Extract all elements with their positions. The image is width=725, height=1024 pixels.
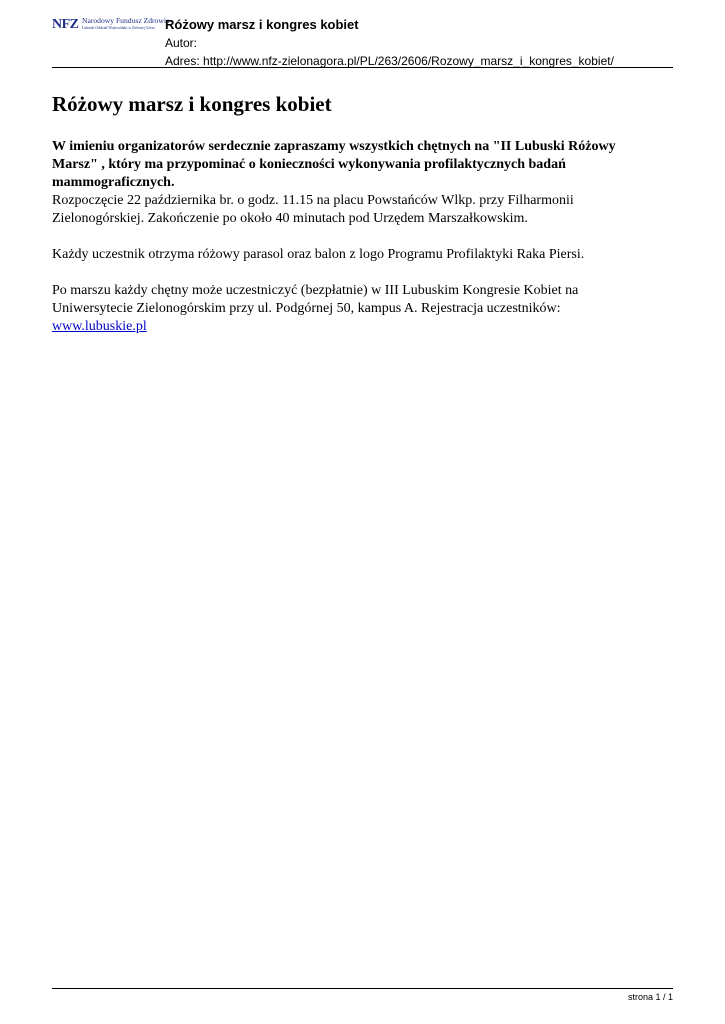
article-lead: W imieniu organizatorów serdecznie zapraszamy wszystkich chętnych na "II Lubuski Różowy Marsz" , który ma przypominać o konieczności wykonywania profilaktycznych badań mammograficznych. <box>52 139 616 190</box>
page-number: strona 1 / 1 <box>627 992 673 1002</box>
paragraph-spacer <box>52 228 662 246</box>
footer-divider <box>52 988 673 989</box>
nfz-logo <box>52 16 170 42</box>
header-info <box>165 16 614 70</box>
logo-line1: Narodowy Fundusz Zdrowia <box>82 16 170 25</box>
article-paragraph-1: Rozpoczęcie 22 października br. o godz. 11.15 na placu Powstańców Wlkp. przy Filharmonii Zielonogórskiej. Zakończenie po około 40 minutach pod Urzędem Marszałkowskim. <box>52 193 574 226</box>
logo-text <box>82 17 169 30</box>
header-author: Autor: <box>165 36 198 50</box>
article-paragraph-2: Każdy uczestnik otrzyma różowy parasol oraz balon z logo Programu Profilaktyki Raka Piersi. <box>52 247 585 262</box>
page-header <box>52 12 673 68</box>
header-divider <box>52 67 673 68</box>
article-paragraph-3-text: Po marszu każdy chętny może uczestniczyć (bezpłatnie) w III Lubuskim Kongresie Kobiet na Uniwersytecie Zielonogórskim przy ul. Podgórnej 50, kampus A. Rejestracja uczestników: <box>52 283 579 316</box>
header-title: Różowy marsz i kongres kobiet <box>165 17 359 32</box>
article-title: Różowy marsz i kongres kobiet <box>52 92 332 116</box>
lubuskie-link[interactable]: www.lubuskie.pl <box>52 319 147 334</box>
logo-mark: NFZ <box>52 17 79 32</box>
paragraph-spacer <box>52 264 662 282</box>
article-paragraph-3 <box>52 282 662 336</box>
logo-line2: Lubuski Oddział Wojewódzki w Zielonej Górze <box>82 25 155 30</box>
article-content <box>52 90 662 336</box>
header-address: Adres: http://www.nfz-zielonagora.pl/PL/263/2606/Rozowy_marsz_i_kongres_kobiet/ <box>165 54 614 68</box>
